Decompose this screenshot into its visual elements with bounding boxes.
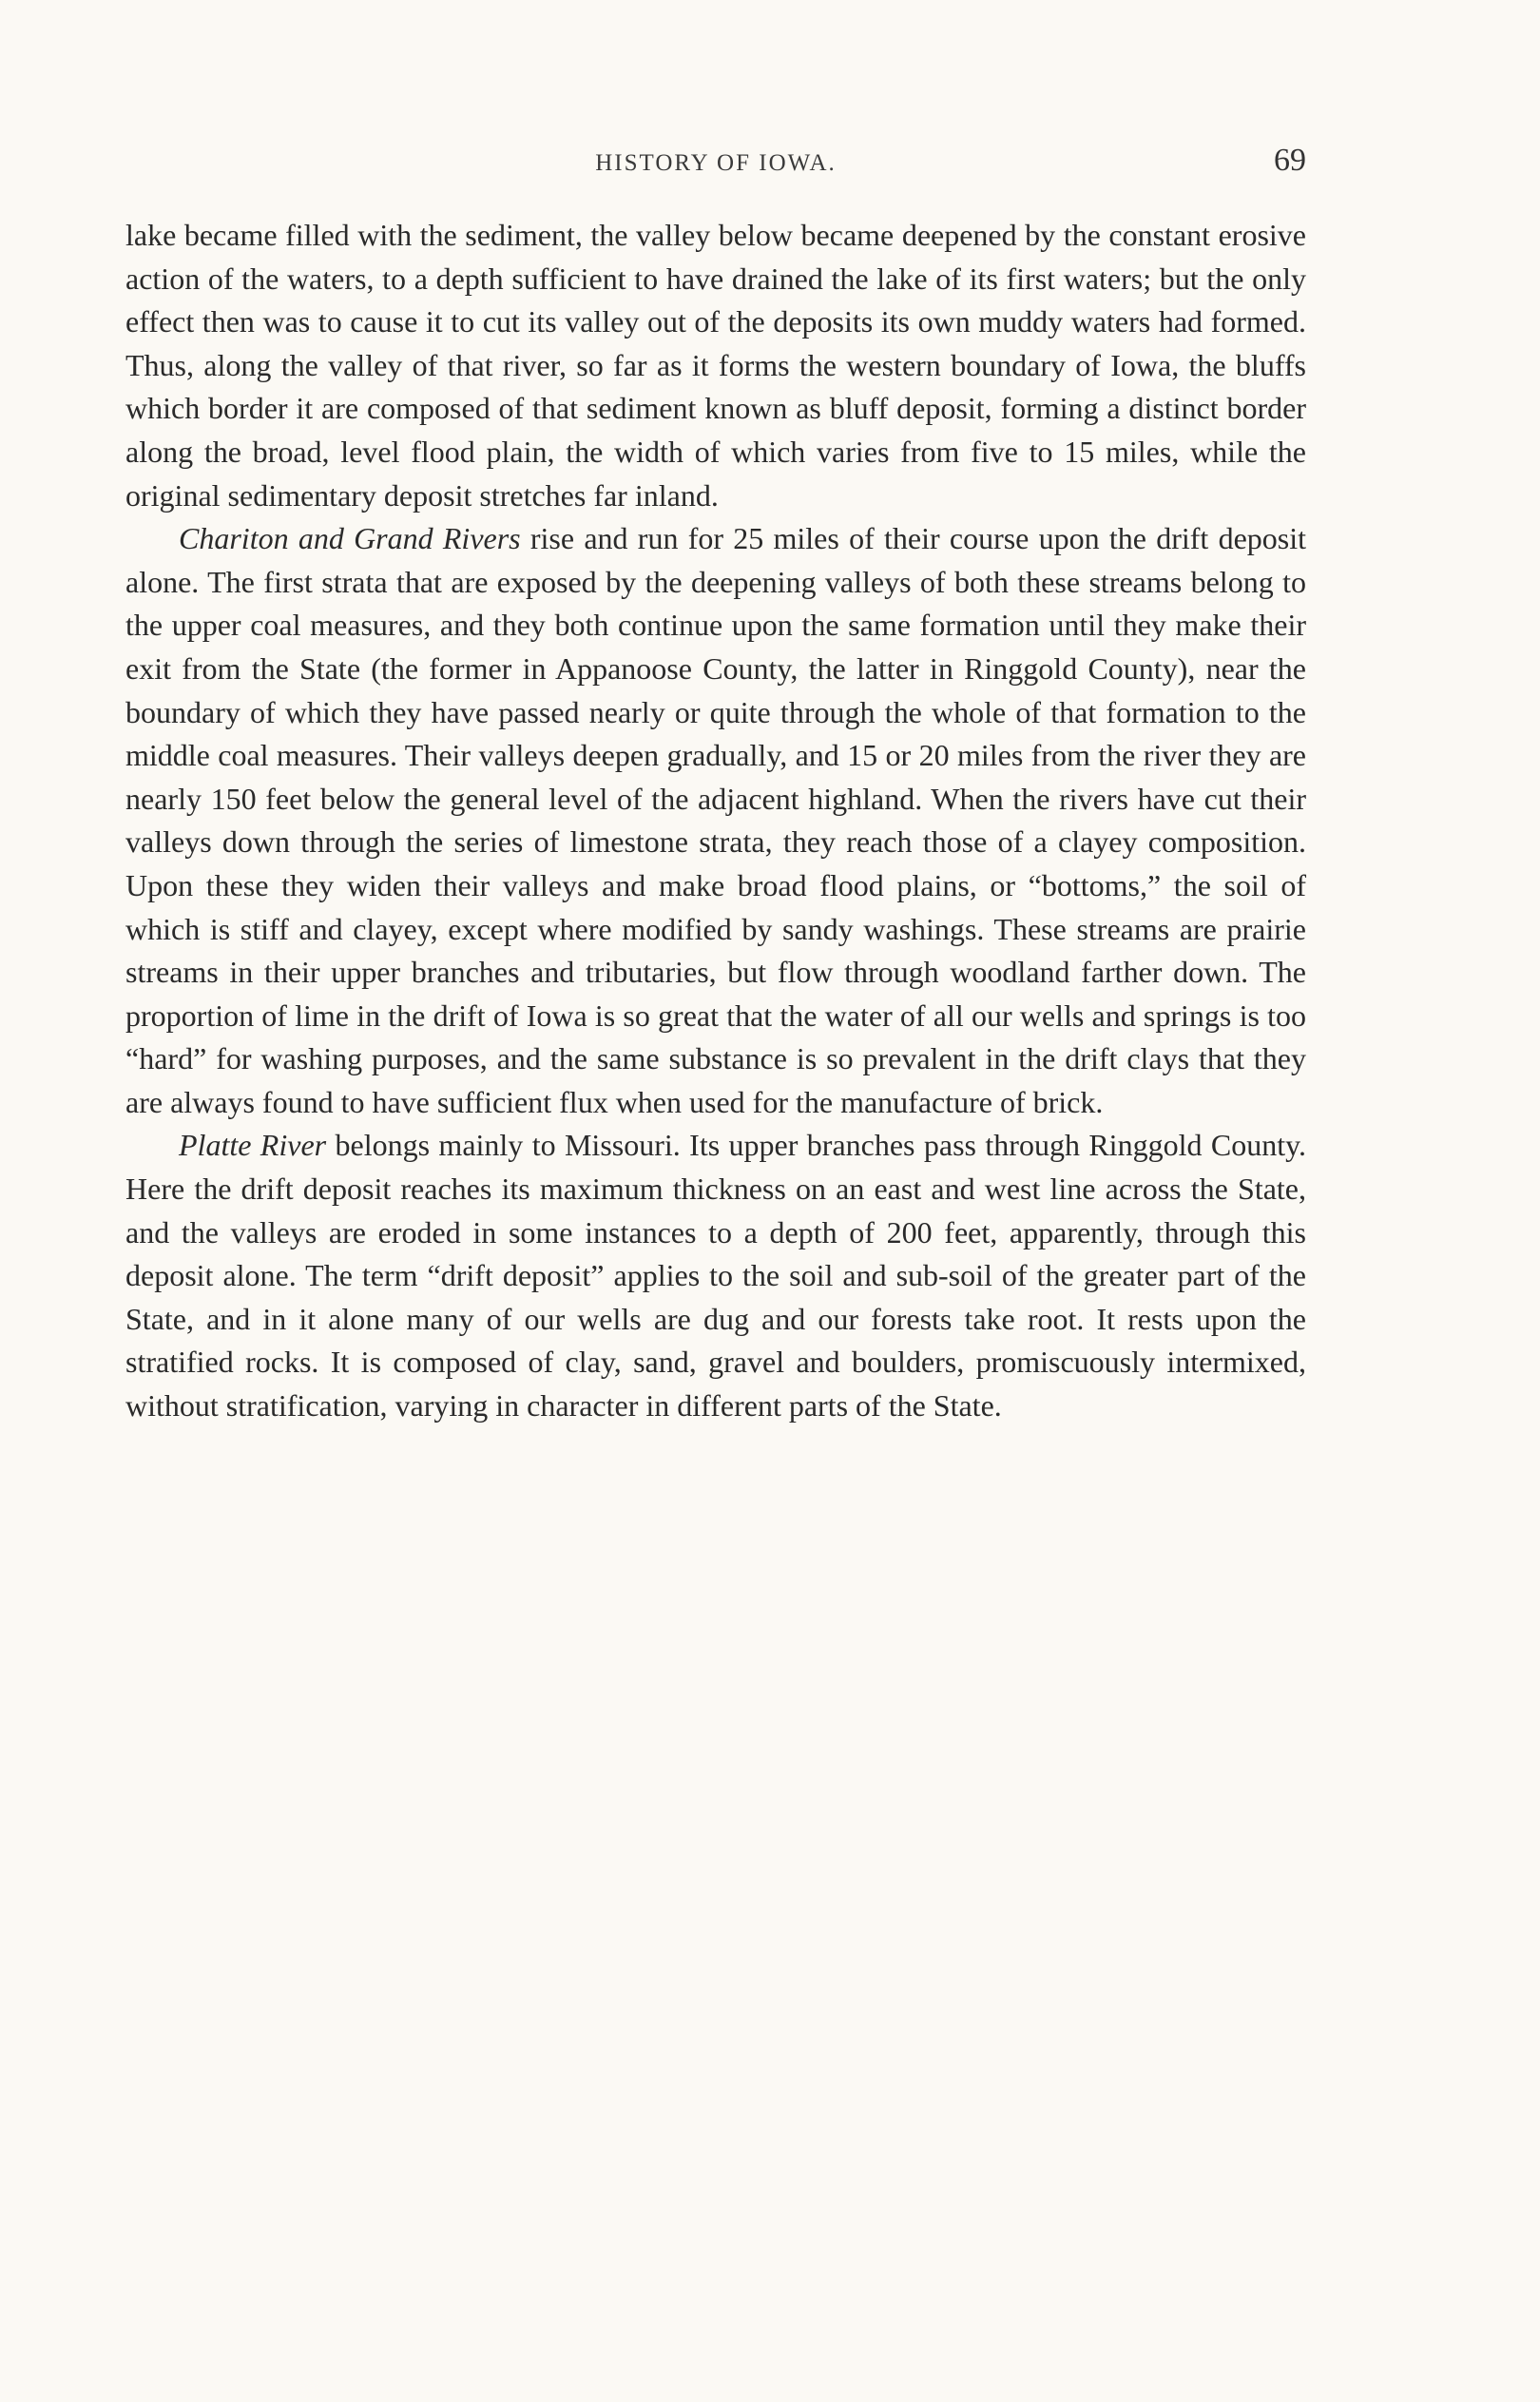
paragraph-3-text: belongs mainly to Missouri. Its upper branches pass through Ringgold County. Here the drift deposit reaches its maximum thickness on an east and west line across the State, and the valleys are eroded in some instances to a depth of 200 feet, apparently, through this deposit alone. The term “drift deposit” applies to the soil and sub-soil of the greater part of the State, and in it alone many of our wells are dug and our forests take root. It rests upon the stratified rocks. It is composed of clay, sand, gravel and boulders, promiscuously intermixed, without stratification, varying in character in different parts of the State. [125,1128,1307,1424]
running-head [125,143,1306,190]
paragraph-1: lake became filled with the sediment, the valley below became deepened by the constant erosive action of the waters, to a depth sufficient to have drained the lake of its first waters; but the only effect then was to cause it to cut its valley out of the deposits its own muddy waters had formed. Thus, along the valley of that river, so far as it forms the western boundary of Iowa, the bluffs which border it are composed of that sediment known as bluff deposit, forming a distinct border along the broad, level flood plain, the width of which varies from five to 15 miles, while the original sedimentary deposit stretches far inland. [125,218,1306,513]
paragraph-2-lead: Chariton and Grand Rivers [179,521,521,556]
body-text [125,214,1306,1428]
paragraph-2-text: rise and run for 25 miles of their course upon the drift deposit alone. The first strata that are exposed by the deepening valleys of both these streams belong to the upper coal measures, and they both continue upon the same formation until they make their exit from the State (the former in Appanoose County, the latter in Ringgold County), near the boundary of which they have passed nearly or quite through the whole of that formation to the middle coal measures. Their valleys deepen gradually, and 15 or 20 miles from the river they are nearly 150 feet below the general level of the adjacent highland. When the rivers have cut their valleys down through the series of limestone strata, they reach those of a clayey composition. Upon these they widen their valleys and make broad flood plains, or “bottoms,” the soil of which is stiff and clayey, except where modified by sandy washings. These streams are prairie streams in their upper branches and tributaries, but flow through woodland farther down. The proportion of lime in the drift of Iowa is so great that the water of all our wells and springs is too “hard” for washing purposes, and the same substance is so prevalent in the drift clays that they are always found to have sufficient flux when used for the manufacture of brick. [125,521,1307,1119]
page-number: 69 [1274,143,1306,178]
paragraph-3 [125,1124,1306,1427]
paragraph-3-lead: Platte River [179,1128,327,1163]
running-title: HISTORY OF IOWA. [595,150,837,176]
paragraph-2 [125,517,1306,1124]
